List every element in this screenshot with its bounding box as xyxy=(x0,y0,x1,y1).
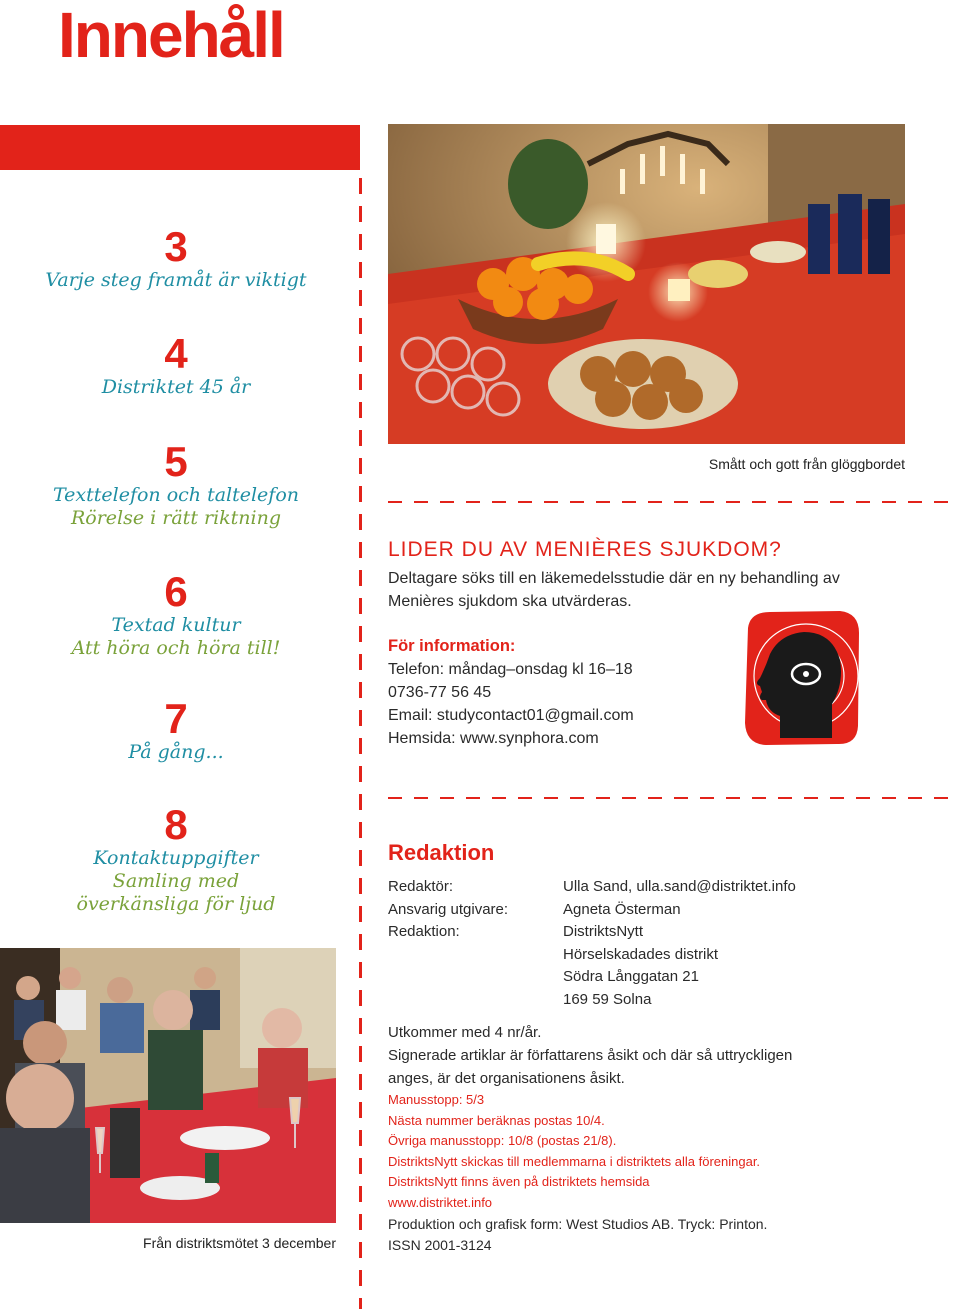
deadlines: Manusstopp: 5/3 Nästa nummer beräknas postas 10/4. Övriga manusstopp: 10/8 (postas 21/8). DistriktsNytt skickas till medlemmarna i distriktets alla föreningar. DistriktsNytt finns även på distriktets hemsida www.distriktet.info xyxy=(388,1090,760,1213)
meeting-photo xyxy=(0,948,336,1223)
vertical-divider xyxy=(359,178,362,1309)
top-photo-caption: Smått och gott från glöggbordet xyxy=(708,456,905,472)
dashed-divider xyxy=(388,797,960,799)
toc-line: Att höra och höra till! xyxy=(71,637,281,659)
toc-number: 6 xyxy=(164,568,188,615)
ad-info-heading: För information: xyxy=(388,637,516,655)
toc-line: Texttelefon och taltelefon xyxy=(52,484,300,506)
dashed-divider xyxy=(388,501,960,503)
ad-number[interactable]: 0736-77 56 45 xyxy=(388,684,492,701)
ad-phone: Telefon: måndag–onsdag kl 16–18 xyxy=(388,661,633,678)
bottom-photo-caption: Från distriktsmötet 3 december xyxy=(143,1235,336,1251)
toc-item[interactable] xyxy=(0,803,352,916)
toc-line: Distriktet 45 år xyxy=(101,376,251,398)
toc-line: Kontaktuppgifter xyxy=(93,847,259,869)
toc-item[interactable] xyxy=(0,440,352,530)
toc-line: På gång... xyxy=(128,741,224,763)
head-ear-logo-icon xyxy=(740,608,862,748)
redaktor-value: Ulla Sand, ulla.sand@distriktet.info xyxy=(563,878,796,895)
ad-title: LIDER DU AV MENIÈRES SJUKDOM? xyxy=(388,538,782,561)
red-header-bar xyxy=(0,125,360,170)
publication-info: Utkommer med 4 nr/år. Signerade artiklar är författarens åsikt och där så uttryckligen anges, är det organisationens åsikt. xyxy=(388,1024,793,1087)
page-title: Innehåll xyxy=(58,0,284,71)
ad-body: Deltagare söks till en läkemedelsstudie där en ny behandling av Menières sjukdom ska utvärderas. xyxy=(388,570,840,610)
toc-line: överkänsliga för ljud xyxy=(76,893,276,915)
redaktion-heading: Redaktion xyxy=(388,840,495,865)
toc-item[interactable] xyxy=(0,225,352,292)
ad-info xyxy=(388,658,634,750)
buffet-photo xyxy=(388,124,905,444)
ad-website[interactable]: Hemsida: www.synphora.com xyxy=(388,730,599,747)
redaktion-labels: Redaktör: Ansvarig utgivare: Redaktion: xyxy=(388,878,509,940)
toc-line: Textad kultur xyxy=(111,614,241,636)
website-link[interactable]: www.distriktet.info xyxy=(388,1194,493,1210)
toc-item[interactable] xyxy=(0,570,352,660)
toc-line: Samling med xyxy=(112,870,240,892)
redaktion-values: Ulla Sand, ulla.sand@distriktet.info Agneta Österman DistriktsNytt Hörselskadades distrikt Södra Långgatan 21 169 59 Solna xyxy=(563,878,796,1008)
toc-number: 5 xyxy=(164,438,188,485)
toc-line: Rörelse i rätt riktning xyxy=(70,507,282,529)
toc-line: Varje steg framåt är viktigt xyxy=(45,269,307,291)
ad-email[interactable]: Email: studycontact01@gmail.com xyxy=(388,707,634,724)
production-info: Produktion och grafisk form: West Studios AB. Tryck: Printon. ISSN 2001-3124 xyxy=(388,1216,768,1253)
toc-number: 4 xyxy=(164,330,188,377)
toc-item[interactable] xyxy=(0,332,352,399)
toc-number: 7 xyxy=(164,695,188,742)
toc-number: 3 xyxy=(164,223,188,270)
toc-number: 8 xyxy=(164,801,188,848)
toc-item[interactable] xyxy=(0,697,352,764)
